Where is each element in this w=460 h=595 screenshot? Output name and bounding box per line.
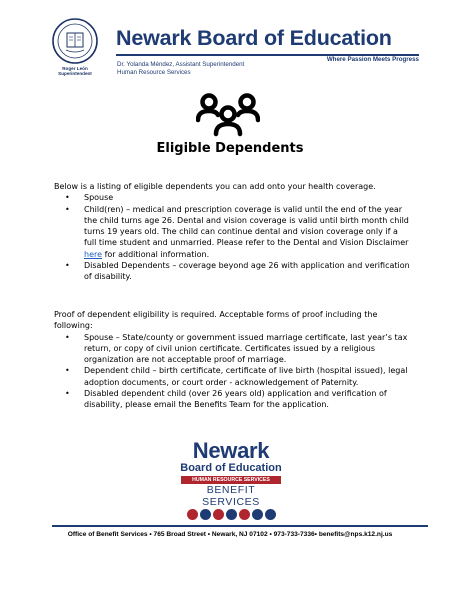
tagline: Where Passion Meets Progress bbox=[326, 56, 419, 63]
pharmacy-icon bbox=[213, 509, 224, 520]
list-item-text: Disabled dependent child (over 26 years old) application and verification of disability, please email the Benefits Team for the application. bbox=[84, 389, 387, 410]
logo-icon-row bbox=[178, 509, 284, 520]
list-item-text: Spouse – State/county or government issued marriage certificate, last year’s tax return, or copy of civil union certificate. Certificates issued by a religious organization are not acceptable proof of marriage. bbox=[84, 332, 408, 365]
footer-divider bbox=[52, 525, 428, 527]
footer-contact: Office of Benefit Services • 765 Broad Street • Newark, NJ 07102 • 973-733-7336• benefits@nps.k12.nj.us bbox=[67, 531, 393, 538]
disclaimer-link[interactable]: here bbox=[84, 249, 103, 259]
district-seal bbox=[52, 18, 98, 64]
list-item bbox=[54, 365, 412, 388]
eligibility-intro: Below is a listing of eligible dependents you can add onto your health coverage. bbox=[54, 182, 376, 191]
plus-icon bbox=[252, 509, 263, 520]
proof-section bbox=[54, 309, 412, 411]
list-item-text: Dependent child – birth certificate, certificate of live birth (hospital issued), legal adoption documents, or court order - acknowledgement of Paternity. bbox=[84, 366, 408, 387]
page-title: Eligible Dependents bbox=[156, 141, 304, 156]
contact-line-1: Dr. Yolanda Méndez, Assistant Superintendent bbox=[117, 61, 245, 68]
list-item-text: Disabled Dependents – coverage beyond age 26 with application and verification of disability. bbox=[84, 261, 410, 282]
benefit-services-logo bbox=[178, 440, 284, 520]
savings-icon bbox=[265, 509, 276, 520]
heart-icon bbox=[187, 509, 198, 520]
contact-line-2: Human Resource Services bbox=[117, 69, 191, 76]
medical-icon bbox=[200, 509, 211, 520]
list-item bbox=[54, 192, 412, 203]
vision-icon bbox=[239, 509, 250, 520]
seal-caption bbox=[44, 66, 106, 77]
list-item-text: Child(ren) – medical and prescription coverage is valid until the end of the year the child turns age 26. Dental and vision coverage is valid until birth month child turns 19 years old. The child can continue dental and vision coverage only if a full time student and unmarried. Please refer to the Dental and Vision Disclaimer bbox=[84, 204, 409, 248]
proof-list bbox=[54, 332, 412, 411]
eligibility-section bbox=[54, 181, 412, 283]
people-icon bbox=[196, 93, 260, 137]
list-item bbox=[54, 332, 412, 366]
list-item-text-tail: for additional information. bbox=[102, 249, 210, 259]
list-item-text: Spouse bbox=[84, 193, 114, 203]
eligibility-list bbox=[54, 192, 412, 282]
proof-intro: Proof of dependent eligibility is required. Acceptable forms of proof including the following: bbox=[54, 310, 378, 331]
list-item bbox=[54, 260, 412, 283]
superintendent-name: Roger León bbox=[62, 66, 88, 71]
superintendent-role: Superintendent bbox=[58, 71, 92, 77]
logo-board: Board of Education bbox=[180, 462, 282, 474]
list-item bbox=[54, 388, 412, 411]
logo-newark: Newark bbox=[192, 438, 270, 463]
list-item bbox=[54, 204, 412, 260]
logo-hrs-banner: HUMAN RESOURCE SERVICES bbox=[181, 476, 281, 484]
org-title: Newark Board of Education bbox=[116, 26, 392, 50]
dental-icon bbox=[226, 509, 237, 520]
logo-benefit-services: BENEFIT SERVICES bbox=[202, 484, 260, 508]
